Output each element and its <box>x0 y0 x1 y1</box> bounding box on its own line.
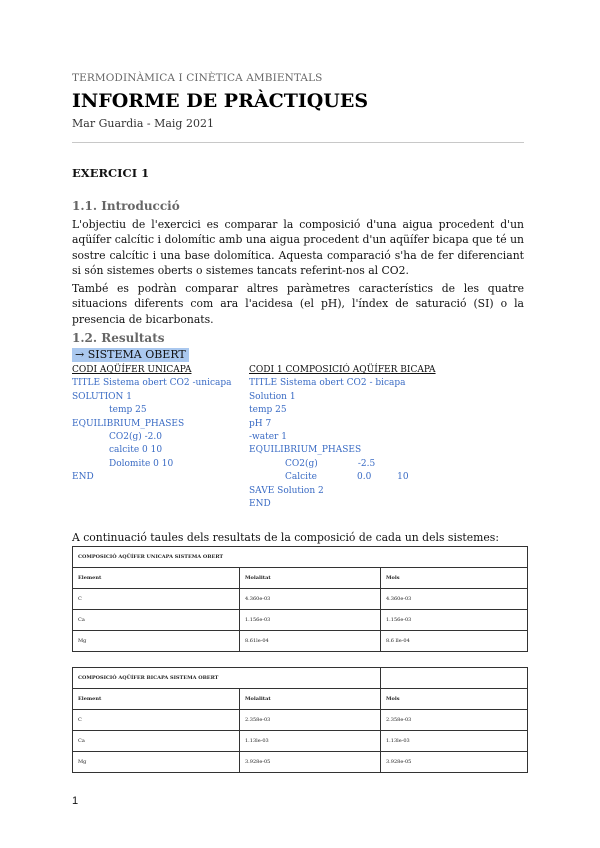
code-line: END <box>72 472 94 483</box>
table-cell: Ca <box>73 610 240 631</box>
table-caption-row <box>73 668 528 689</box>
table-header-row <box>73 568 528 589</box>
table-cell: 4.360e-03 <box>240 589 381 610</box>
table-cell: Ca <box>73 731 240 752</box>
table-row <box>73 610 528 631</box>
code-line: EQUILIBRIUM_PHASES <box>249 445 362 456</box>
header-divider <box>72 142 524 143</box>
table-row <box>73 710 528 731</box>
course-name: TERMODINÀMICA I CINÈTICA AMBIENTALS <box>72 72 323 84</box>
intro-heading: 1.1. Introducció <box>72 199 180 213</box>
table-cell: 8.61le-04 <box>240 631 381 652</box>
table-caption-row <box>73 547 528 568</box>
code-line: Dolomite 0 10 <box>109 458 174 469</box>
report-title: INFORME DE PRÀCTIQUES <box>72 90 369 112</box>
results-table-bicapa <box>72 667 528 773</box>
code-line: SAVE Solution 2 <box>249 485 324 496</box>
table-cell: 8.6 lle-04 <box>381 631 528 652</box>
column-header: Mols <box>381 568 528 589</box>
code-line: CO2(g) -2.5 <box>285 458 376 469</box>
system-open-label: → SISTEMA OBERT <box>72 348 189 362</box>
table-row <box>73 589 528 610</box>
code-line: EQUILIBRIUM_PHASES <box>72 418 185 429</box>
code-line: Solution 1 <box>249 391 296 402</box>
code-line: TITLE Sistema obert CO2 - bicapa <box>249 378 406 389</box>
table-caption: COMPOSICIÓ AQÜÍFER BICAPA SISTEMA OBERT <box>73 668 381 689</box>
tables-intro: A continuació taules dels resultats de la composició de cada un dels sistemes: <box>72 531 499 544</box>
intro-paragraph-1: L'objectiu de l'exercici es comparar la composició d'una aigua procedent d'un aqüífer calcític i dolomític amb una aigua procedent d'un aqüífer bicapa que té un sostre calcític i una base dolomítica. Aquesta comparació s'ha de fer diferenciant si són sistemes oberts o sistemes tancats referint-nos al CO2. <box>72 218 524 277</box>
table-cell: 2.358e-03 <box>381 710 528 731</box>
table-cell: 1.13le-03 <box>381 731 528 752</box>
code-line: END <box>249 499 271 510</box>
table-cell: 1.156e-03 <box>240 610 381 631</box>
results-table-unicapa <box>72 546 528 652</box>
code-line: Calcite 0.0 10 <box>285 472 409 483</box>
table-caption: COMPOSICIÓ AQÜÍFER UNICAPA SISTEMA OBERT <box>73 547 528 568</box>
table-cell: C <box>73 589 240 610</box>
table-header-row <box>73 689 528 710</box>
table-cell: 3.928e-05 <box>381 752 528 773</box>
code-line: -water 1 <box>249 432 287 443</box>
column-header: Element <box>73 568 240 589</box>
table-cell-empty <box>381 668 528 689</box>
table-cell: 2.358e-03 <box>240 710 381 731</box>
page-number: 1 <box>72 795 79 807</box>
column-header: Mols <box>381 689 528 710</box>
table-cell: Mg <box>73 631 240 652</box>
exercise-heading: EXERCICI 1 <box>72 166 150 180</box>
code-line: calcite 0 10 <box>109 445 163 456</box>
table-cell: 1.156e-03 <box>381 610 528 631</box>
table-row <box>73 631 528 652</box>
column-header: Molalitat <box>240 689 381 710</box>
code-title-unicapa: CODI AQÜÍFER UNICAPA <box>72 365 192 375</box>
table-row <box>73 752 528 773</box>
column-header: Element <box>73 689 240 710</box>
table-cell: C <box>73 710 240 731</box>
column-header: Molalitat <box>240 568 381 589</box>
code-block-unicapa <box>72 364 252 485</box>
intro-paragraph-2: També es podràn comparar altres paràmetres característics de les quatre situacions diferents com ara l'acidesa (el pH), l'índex de saturació (SI) o la presencia de bicarbonats. <box>72 282 524 326</box>
code-block-bicapa <box>249 364 449 511</box>
results-heading: 1.2. Resultats <box>72 331 165 345</box>
code-line: TITLE Sistema obert CO2 -unicapa <box>72 378 232 389</box>
table-cell: 1.13le-03 <box>240 731 381 752</box>
code-line: SOLUTION 1 <box>72 391 133 402</box>
table-cell: 4.360e-03 <box>381 589 528 610</box>
table-row <box>73 731 528 752</box>
author-date: Mar Guardia - Maig 2021 <box>72 117 214 130</box>
code-line: pH 7 <box>249 418 272 429</box>
code-line: CO2(g) -2.0 <box>109 432 162 443</box>
code-title-bicapa: CODI 1 COMPOSICIÓ AQÜÍFER BICAPA <box>249 365 436 375</box>
code-line: temp 25 <box>109 405 147 416</box>
table-cell: Mg <box>73 752 240 773</box>
code-line: temp 25 <box>249 405 287 416</box>
table-cell: 3.928e-05 <box>240 752 381 773</box>
